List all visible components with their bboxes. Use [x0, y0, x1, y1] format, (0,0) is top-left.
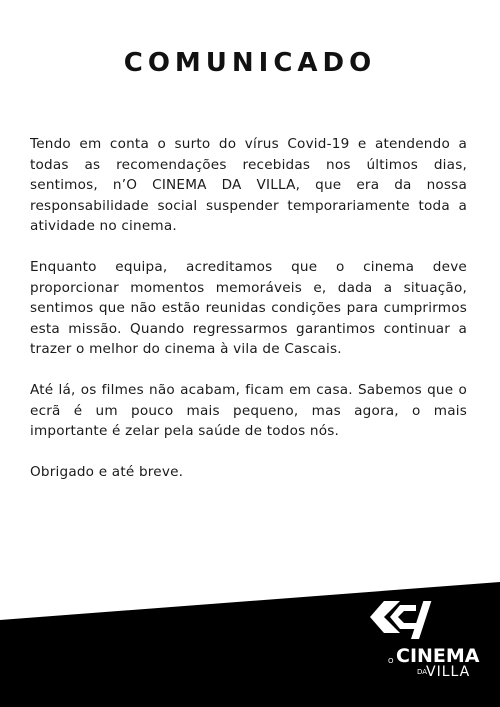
announcement-body — [30, 134, 467, 503]
logo-suffix: VILLA — [426, 664, 471, 680]
paragraph-3: Até lá, os filmes não acabam, ficam em casa. Sabemos que o ecrã é um pouco mais pequeno, mas agora, o mais importante é zelar pela saúde de todos nós. — [30, 382, 467, 439]
logo-prefix: O — [388, 657, 394, 665]
paragraph-2: Enquanto equipa, acreditamos que o cinema deve proporcionar momentos memoráveis e, dada a situação, sentimos que não estão reunidas condições para cumprirmos esta missão. Quando regressarmos garantimos continuar a trazer o melhor do cinema à vila de Cascais. — [30, 259, 467, 357]
paragraph-1: Tendo em conta o surto do vírus Covid-19 e atendendo a todas as recomendações recebidas nos últimos dias, sentimos, n’O CINEMA DA VILLA, que era da nossa responsabilidade social suspender temporariamente toda a atividade no cinema. — [30, 136, 467, 234]
logo-name: CINEMA — [396, 645, 480, 667]
cinema-logo — [370, 599, 480, 687]
logo-da: DA — [417, 668, 428, 676]
page-title: COMUNICADO — [123, 48, 377, 78]
paragraph-4: Obrigado e até breve. — [30, 464, 184, 480]
